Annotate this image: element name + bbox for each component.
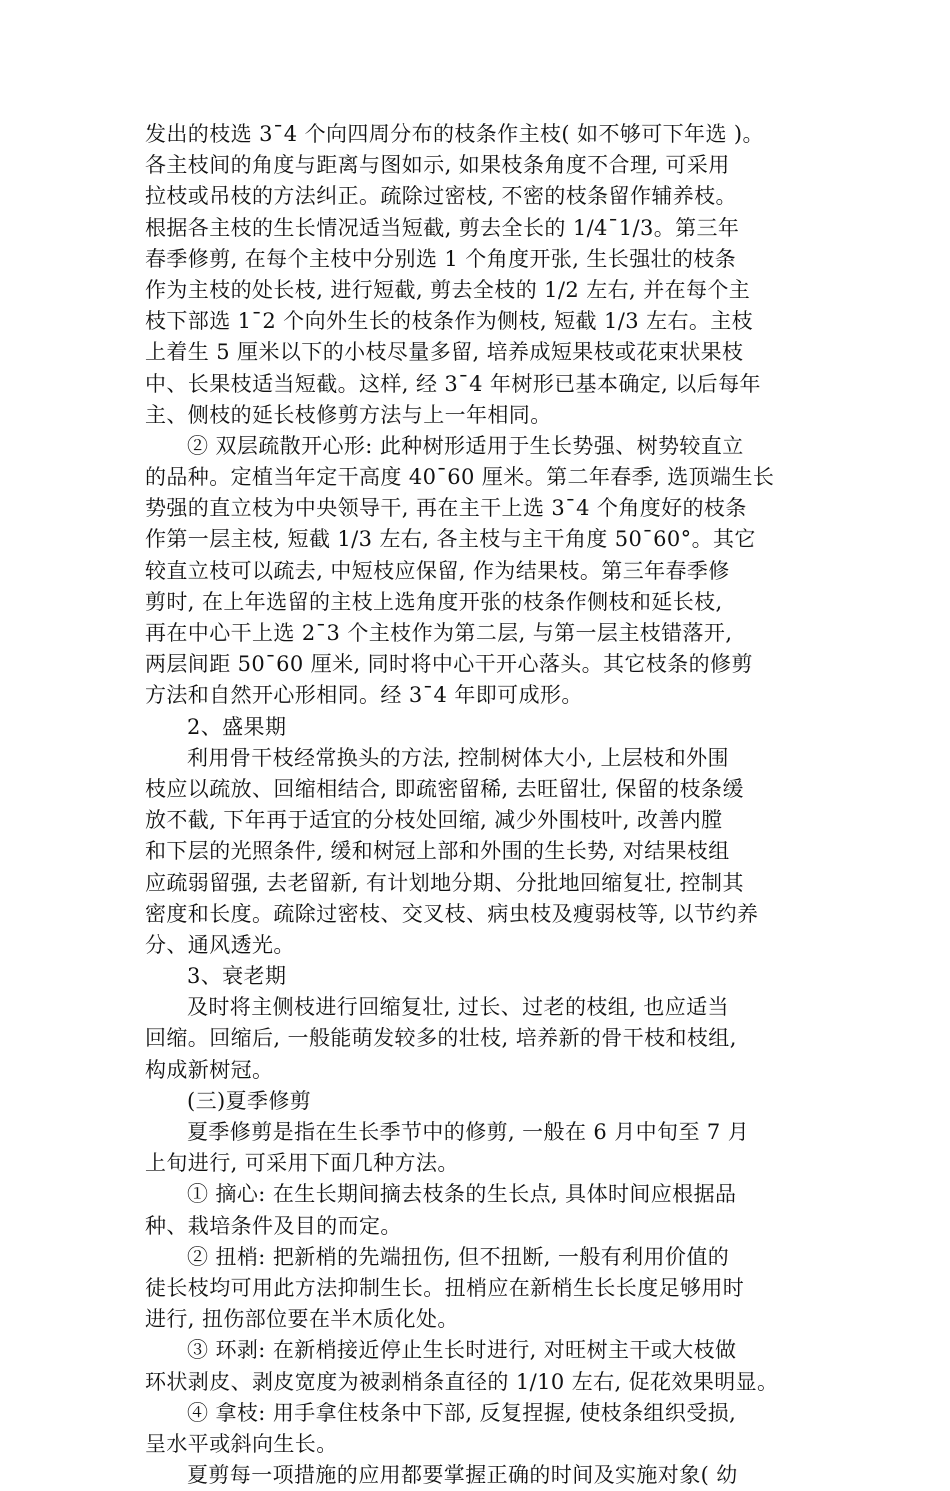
text-line: 势强的直立枝为中央领导干, 再在主干上选 3¯4 个角度好的枝条 xyxy=(145,496,747,521)
text-line: 密度和长度。疏除过密枝、交叉枝、病虫枝及瘦弱枝等, 以节约养 xyxy=(145,901,759,926)
text-line: 应疏弱留强, 去老留新, 有计划地分期、分批地回缩复壮, 控制其 xyxy=(145,870,744,895)
text-line: 呈水平或斜向生长。 xyxy=(145,1431,338,1456)
section-heading: 3、衰老期 xyxy=(187,964,287,989)
text-line: 再在中心干上选 2¯3 个主枝作为第二层, 与第一层主枝错落开, xyxy=(145,621,733,645)
text-line: 各主枝间的角度与距离与图如示, 如果枝条角度不合理, 可采用 xyxy=(145,153,730,178)
text-line: 两层间距 50¯60 厘米, 同时将中心干开心落头。其它枝条的修剪 xyxy=(145,652,753,677)
text-line: 作第一层主枝, 短截 1/3 左右, 各主枝与主干角度 50¯60°。其它 xyxy=(145,527,756,552)
paragraph-heading: ② 双层疏散开心形: 此种树形适用于生长势强、树势较直立 xyxy=(187,433,744,458)
text-line: 较直立枝可以疏去, 中短枝应保留, 作为结果枝。第三年春季修 xyxy=(145,558,730,583)
paragraph-heading: ③ 环剥: 在新梢接近停止生长时进行, 对旺树主干或大枝做 xyxy=(187,1338,737,1363)
text-line: 枝下部选 1¯2 个向外生长的枝条作为侧枝, 短截 1/3 左右。主枝 xyxy=(145,309,754,334)
text-line: 及时将主侧枝进行回缩复壮, 过长、过老的枝组, 也应适当 xyxy=(187,995,729,1020)
text-line: 利用骨干枝经常换头的方法, 控制树体大小, 上层枝和外围 xyxy=(187,745,729,770)
text-line: 发出的枝选 3¯4 个向四周分布的枝条作主枝( 如不够可下年选 )。 xyxy=(145,122,764,146)
text-line: 剪时, 在上年选留的主枝上选角度开张的枝条作侧枝和延长枝, xyxy=(145,589,723,614)
text-line: 根据各主枝的生长情况适当短截, 剪去全长的 1/4¯1/3。第三年 xyxy=(145,215,740,240)
text-line: 方法和自然开心形相同。经 3¯4 年即可成形。 xyxy=(145,683,583,708)
text-line: 主、侧枝的延长枝修剪方法与上一年相同。 xyxy=(145,402,552,427)
text-line: 春季修剪, 在每个主枝中分别选 1 个角度开张, 生长强壮的枝条 xyxy=(145,246,737,271)
text-line: 上旬进行, 可采用下面几种方法。 xyxy=(145,1151,459,1176)
paragraph-heading: ② 扭梢: 把新梢的先端扭伤, 但不扭断, 一般有利用价值的 xyxy=(187,1244,730,1269)
text-line: 和下层的光照条件, 缓和树冠上部和外围的生长势, 对结果枝组 xyxy=(145,839,730,864)
text-line: 夏剪每一项措施的应用都要掌握正确的时间及实施对象( 幼 xyxy=(187,1463,738,1488)
paragraph-heading: ④ 拿枝: 用手拿住枝条中下部, 反复捏握, 使枝条组织受损, xyxy=(187,1400,737,1425)
text-line: 夏季修剪是指在生长季节中的修剪, 一般在 6 月中旬至 7 月 xyxy=(187,1120,750,1144)
text-line: 徒长枝均可用此方法抑制生长。扭梢应在新梢生长长度足够用时 xyxy=(145,1275,745,1300)
section-heading: (三)夏季修剪 xyxy=(187,1088,312,1113)
document-body xyxy=(145,119,810,1491)
text-line: 回缩。回缩后, 一般能萌发较多的壮枝, 培养新的骨干枝和枝组, xyxy=(145,1026,737,1051)
text-line: 上着生 5 厘米以下的小枝尽量多留, 培养成短果枝或花束状果枝 xyxy=(145,340,744,365)
text-line: 构成新树冠。 xyxy=(145,1057,274,1082)
text-line: 枝应以疏放、回缩相结合, 即疏密留稀, 去旺留壮, 保留的枝条缓 xyxy=(145,776,744,801)
text-line: 分、通风透光。 xyxy=(145,932,295,957)
text-line: 进行, 扭伤部位要在半木质化处。 xyxy=(145,1307,459,1332)
text-line: 中、长果枝适当短截。这样, 经 3¯4 年树形已基本确定, 以后每年 xyxy=(145,371,761,396)
text-line: 拉枝或吊枝的方法纠正。疏除过密枝, 不密的枝条留作辅养枝。 xyxy=(145,184,737,209)
section-heading: 2、盛果期 xyxy=(187,714,287,739)
text-line: 作为主枝的处长枝, 进行短截, 剪去全枝的 1/2 左右, 并在每个主 xyxy=(145,277,751,302)
text-line: 的品种。定植当年定干高度 40¯60 厘米。第二年春季, 选顶端生长 xyxy=(145,465,775,490)
text-line: 种、栽培条件及目的而定。 xyxy=(145,1213,402,1238)
text-line: 环状剥皮、剥皮宽度为被剥梢条直径的 1/10 左右, 促花效果明显。 xyxy=(145,1369,779,1394)
text-line: 放不截, 下年再于适宜的分枝处回缩, 减少外围枝叶, 改善内膛 xyxy=(145,808,723,833)
paragraph-heading: ① 摘心: 在生长期间摘去枝条的生长点, 具体时间应根据品 xyxy=(187,1182,737,1207)
